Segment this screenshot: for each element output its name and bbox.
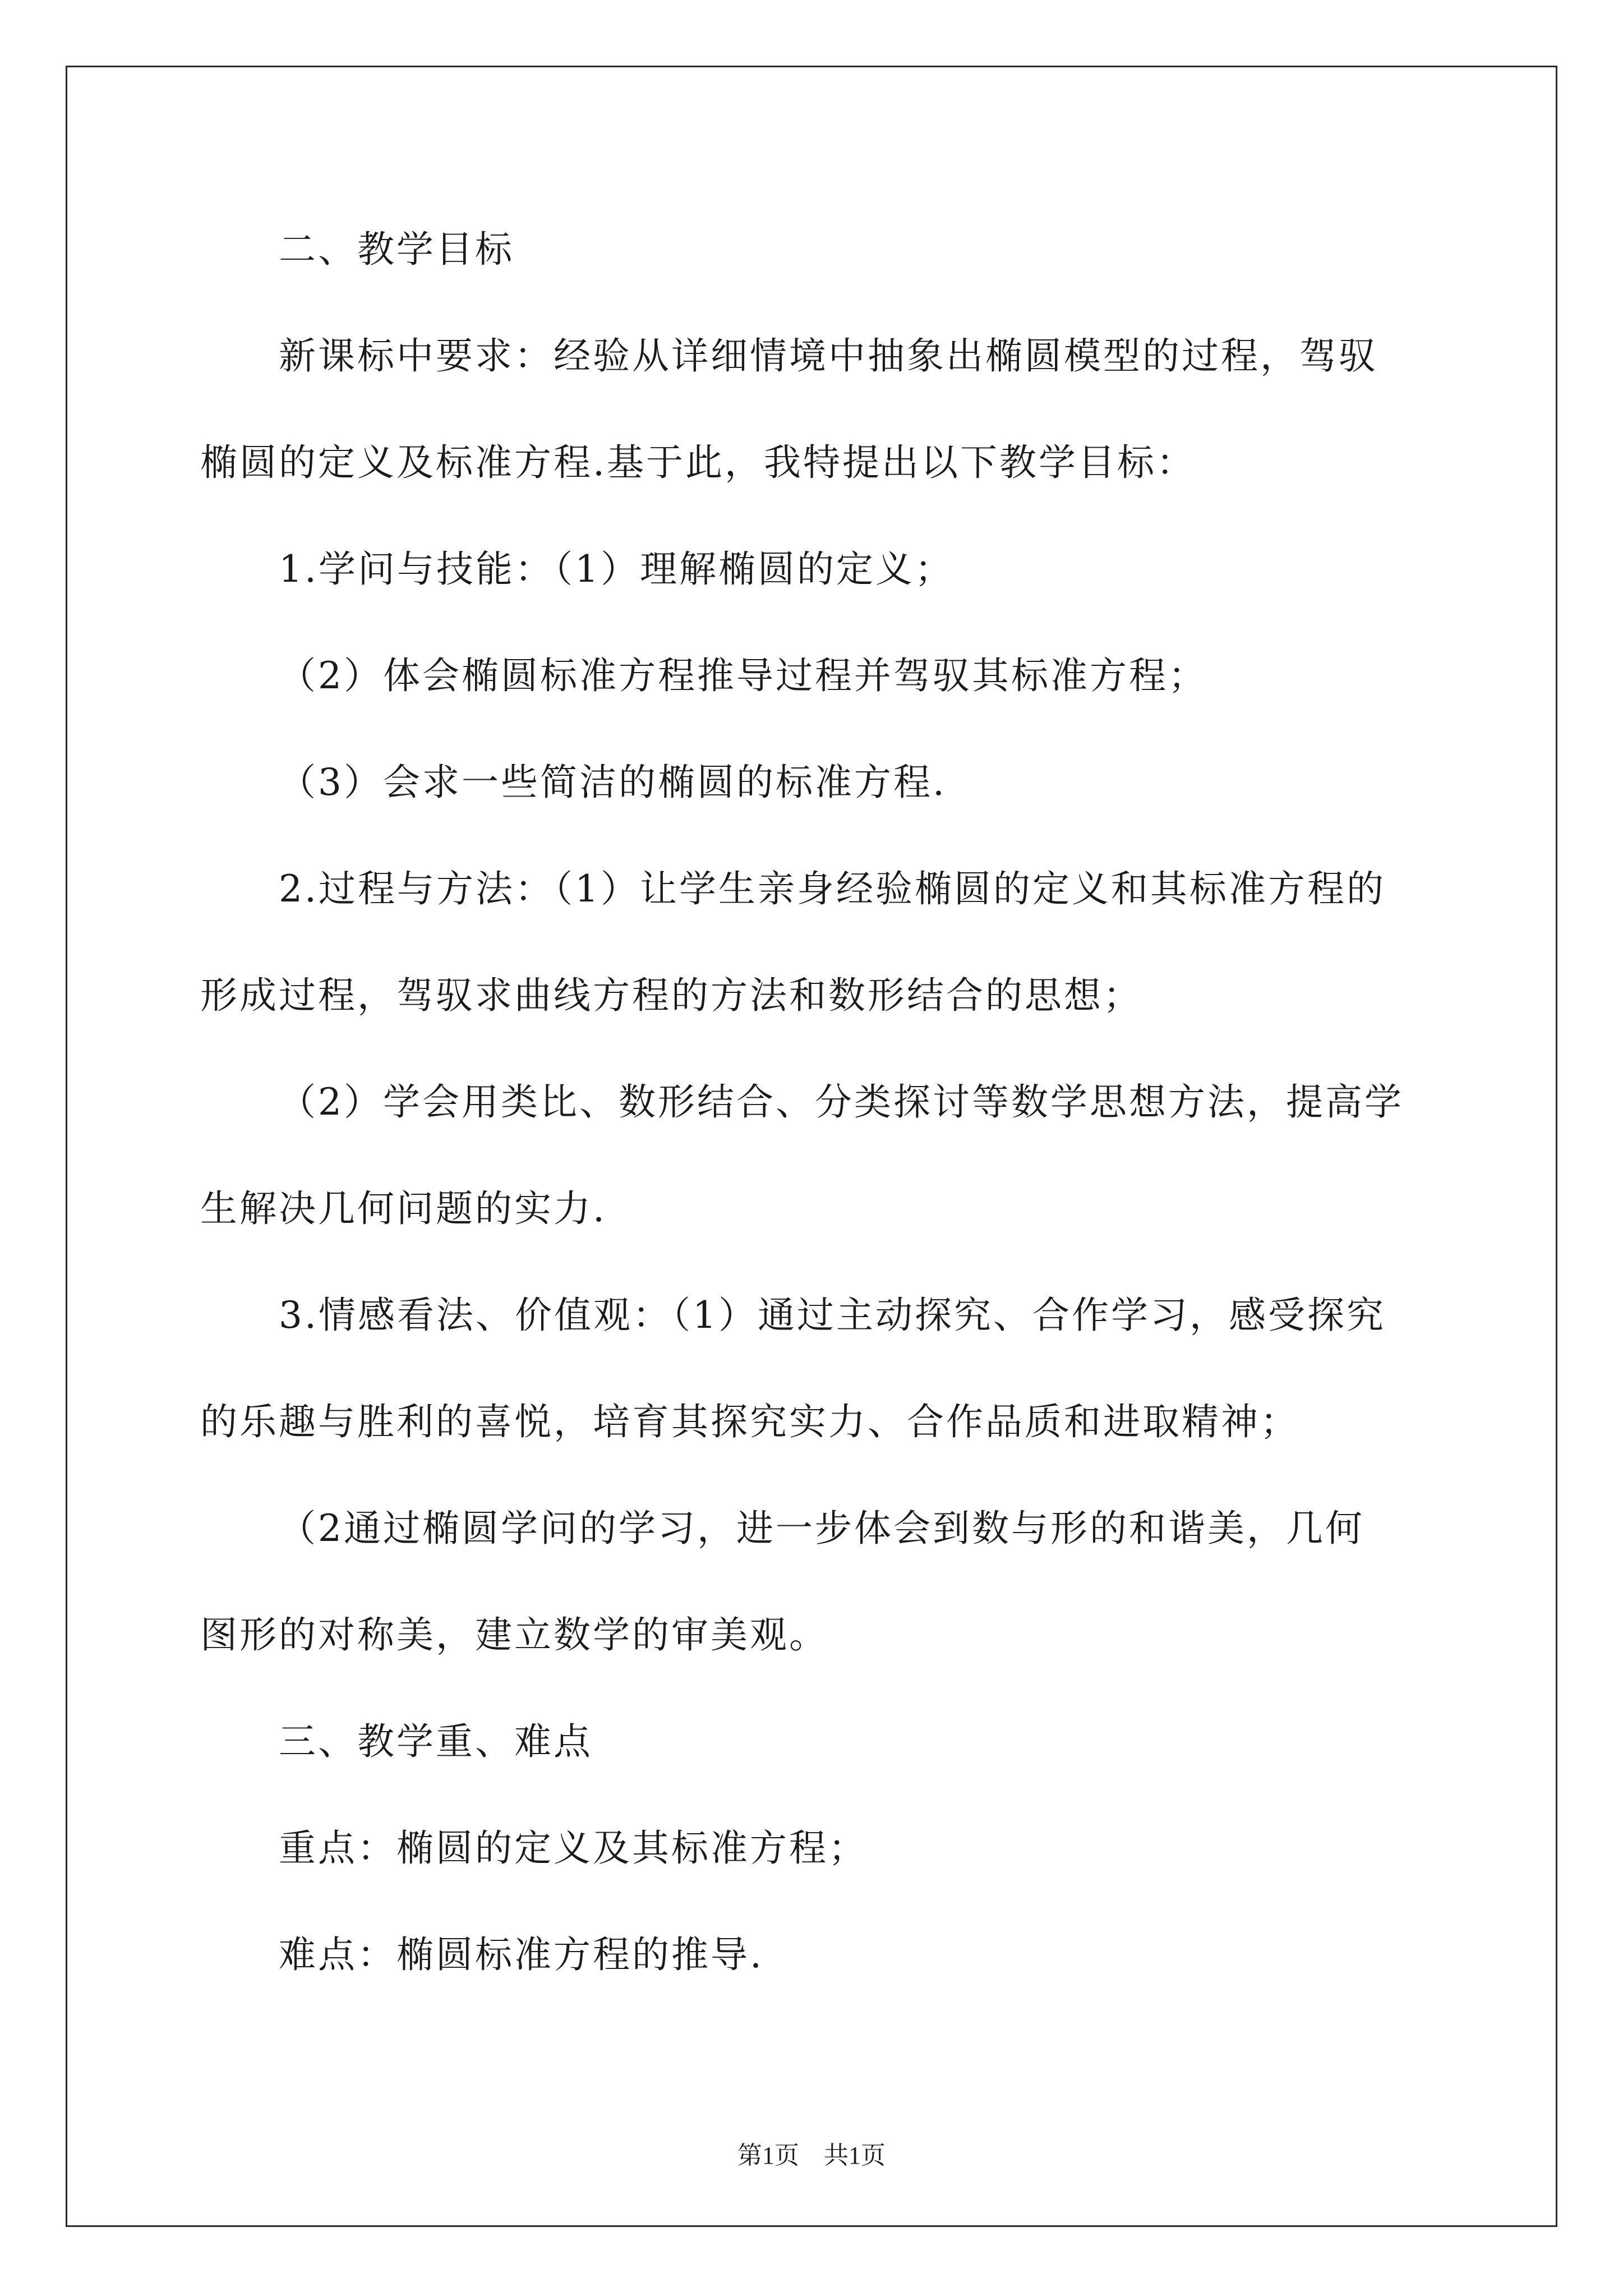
page-number-footer: 第1页 共1页 (737, 2142, 886, 2169)
paragraph-line: 3.情感看法、价值观：（1）通过主动探究、合作学习，感受探究 (279, 1294, 1386, 1337)
page-border (66, 66, 1557, 2227)
paragraph-line: （2通过椭圆学问的学习，进一步体会到数与形的和谐美，几何 (279, 1507, 1364, 1550)
paragraph-line: 形成过程，驾驭求曲线方程的方法和数形结合的思想； (200, 974, 1142, 1017)
paragraph-line: 椭圆的定义及标准方程.基于此，我特提出以下教学目标： (200, 441, 1196, 484)
paragraph-line: 生解决几何问题的实力. (200, 1187, 607, 1230)
paragraph-line: 2.过程与方法：（1）让学生亲身经验椭圆的定义和其标准方程的 (279, 867, 1386, 910)
section-heading-key-points: 三、教学重、难点 (279, 1720, 593, 1763)
paragraph-line: 重点：椭圆的定义及其标准方程； (279, 1826, 868, 1870)
paragraph-line: （2）学会用类比、数形结合、分类探讨等数学思想方法，提高学 (279, 1080, 1404, 1124)
paragraph-line: 1.学问与技能：（1）理解椭圆的定义； (279, 547, 954, 591)
paragraph-line: 图形的对称美，建立数学的审美观。 (200, 1613, 828, 1657)
paragraph-line: 的乐趣与胜利的喜悦，培育其探究实力、合作品质和进取精神； (200, 1400, 1299, 1443)
paragraph-line: （2）体会椭圆标准方程推导过程并驾驭其标准方程； (279, 654, 1207, 697)
paragraph-line: 新课标中要求：经验从详细情境中抽象出椭圆模型的过程，驾驭 (279, 334, 1378, 378)
paragraph-line: 难点：椭圆标准方程的推导. (279, 1933, 764, 1976)
paragraph-line: （3）会求一些简洁的椭圆的标准方程. (279, 761, 947, 804)
section-heading-objectives: 二、教学目标 (279, 228, 514, 271)
